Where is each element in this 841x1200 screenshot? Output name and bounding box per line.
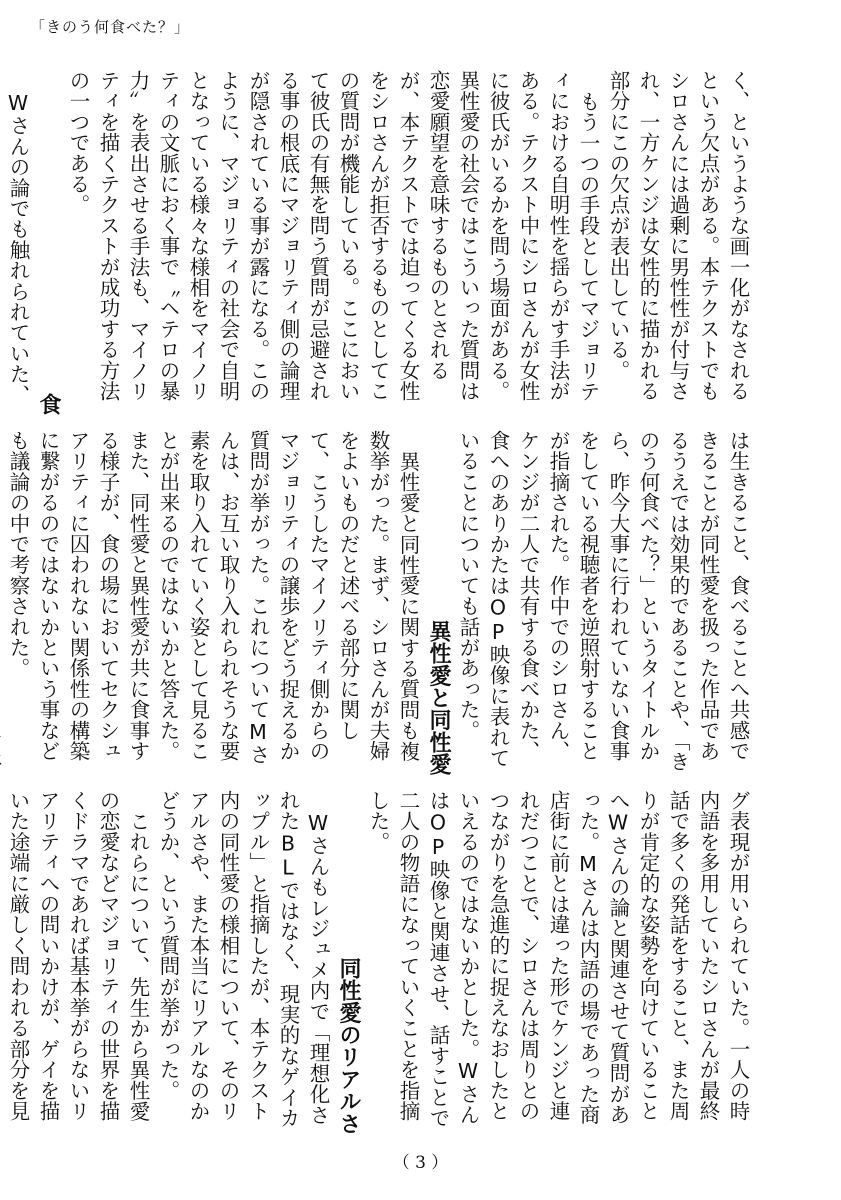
paragraph: これらについて、先生から異性愛の恋愛などマジョリティの世界を描くドラマであれば基本挙がらないリアリティへの問いかけが、ゲイを描いた途端に厳しく問われる部分を見 <box>6 790 150 1122</box>
section-heading-hetero-homo: 異性愛と同性愛 <box>426 619 451 775</box>
paragraph: 異性愛と同性愛に関する質問も複数挙がった。まず、シロさんが夫婦をよいものだと述べる部分に関して、こうしたマイノリティ側からのマジョリティの譲歩をどう捉えるか質問が挙がった。これについてMさんは、お互い取り入れられそうな要素を取り入れていく姿として見ることが出来るのではないかと答えた。また、同性愛と異性愛が共に食事する様子が、食の場においてセクシュアリティに囚われない関係性の構築に繋がるのではないかという事なども議論の中で考察された。 <box>6 430 420 765</box>
text-tier-1 <box>6 70 753 415</box>
section-heading-realness: 同性愛のリアルさ <box>336 957 361 1135</box>
text-tier-3 <box>6 790 753 1135</box>
paragraph: Wさんもレジュメ内で「理想化されたBLではなく、現実的なゲイカップル」と指摘したが、本テクスト内の同性愛の様相について、そのリアルさや、また本当にリアルなのかどうか、という質問が挙がった。 <box>156 790 330 1129</box>
section-heading-food: 食 <box>36 392 61 415</box>
paragraph: は生きること、食べることへ共感できることが同性愛を扱った作品であるうえでは効果的であることや、「きのう何食べた？」というタイトルから、昨今大事に行われていない食事をしている視聴者を逆照射することが指摘された。作中でのシロさん、ケンジが二人で共有する食べかた、食へのありかたはOP映像に表れていることについても話があった。 <box>456 430 750 772</box>
header-title: 「きのう何食べた？」 <box>30 18 191 36</box>
paragraph: く、というような画一化がなされるという欠点がある。本テクストでもシロさんには過剰に男性性が付与され、一方ケンジは女性的に描かれる部分にこの欠点が表出している。 <box>606 70 750 402</box>
text-tier-2 <box>6 430 753 775</box>
paragraph: グ表現が用いられていた。一人の時内語を多用していたシロさんが最終話で多くの発話をすること、また周りが肯定的な姿勢を向けていることへWさんの論と関連させて質問があった。Mさんは内語の場であった商店街に前とは違った形でケンジと連れだつことで、シロさんは周りとのつながりを急進的に捉えなおしたといえるのではないかとした。WさんはOP映像と関連させ、話すことで二人の物語になっていくことを指摘した。 <box>366 790 750 1129</box>
page-number: （ 3 ） <box>392 1153 449 1173</box>
paragraph: Wさんの論でも触れられていた、 <box>6 90 30 405</box>
paragraph: もう一つの手段としてマジョリティにおける自明性を揺らがす手法がある。テクスト中にシロさんが女性に彼氏がいるかを問う場面がある。異性愛の社会ではこういった質問は恋愛願望を意味するものとされるが、本テクストでは迫ってくる女性をシロさんが拒否するものとしてこの質問が機能している。ここにおいて彼氏の有無を問う質問が忌避される事の根底にマジョリティ側の論理が隠されている事が露になる。このように、マジョリティの社会で自明となっている様々な様相をマイノリティの文脈におく事で〝ヘテロの暴力〟を表出させる手法も、マイノリティを描くテクストが成功する方法の一つである。 <box>66 70 600 402</box>
